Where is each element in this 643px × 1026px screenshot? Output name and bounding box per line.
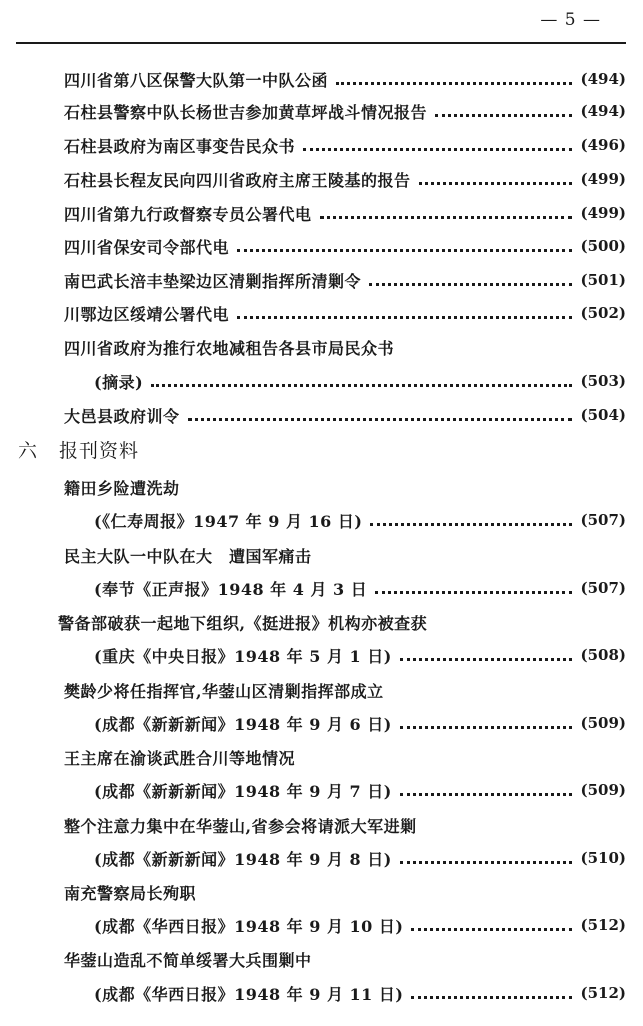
press-source: (成都《华西日报》1948 年 9 月 11 日) [94,984,404,1004]
press-title: 整个注意力集中在华蓥山,省参会将请派大军进剿 [64,816,417,836]
press-source: (《仁寿周报》1947 年 9 月 16 日) [94,511,363,531]
press-source: (成都《新新新闻》1948 年 9 月 7 日) [94,781,392,801]
toc-entry-title: 四川省保安司令部代电 [64,237,230,257]
dot-leader [419,166,573,185]
dot-leader [237,300,572,319]
press-title: 王主席在渝谈武胜合川等地情况 [64,748,296,768]
toc-entry-page: (512) [580,984,626,1002]
dot-leader [336,66,572,85]
press-title: 警备部破获一起地下组织,《挺进报》机构亦被查获 [58,613,428,633]
press-source: (成都《新新新闻》1948 年 9 月 6 日) [94,714,392,734]
press-source: (成都《华西日报》1948 年 9 月 10 日) [94,916,404,936]
toc-entry-page: (510) [580,849,626,867]
toc-entry-page: (500) [580,237,626,255]
toc-entry-page: (494) [580,102,626,120]
press-entry-source[interactable] [94,843,626,873]
toc-entry[interactable] [64,64,626,94]
press-entry-source[interactable] [94,640,626,670]
press-title: 樊龄少将任指挥官,华蓥山区清剿指挥部成立 [64,681,384,701]
section-label: 报刊资料 [59,440,140,462]
dot-leader [400,777,573,796]
press-entry-title[interactable] [64,944,626,974]
press-source: (成都《新新新闻》1948 年 9 月 8 日) [94,849,392,869]
toc-entry-title: 石柱县政府为南区事变告民众书 [64,136,296,156]
press-source: (重庆《中央日报》1948 年 5 月 1 日) [94,646,392,666]
toc-entry-title: 大邑县政府训令 [64,406,180,426]
press-entry-title[interactable] [64,675,626,705]
press-entry-source[interactable] [94,978,626,1008]
dot-leader [370,507,572,526]
press-title: 民主大队一中队在大 遭国军痛击 [64,546,312,566]
dot-leader [151,368,572,387]
toc-entry-title: 川鄂边区绥靖公署代电 [64,304,230,324]
page-number: — 5 — [540,10,601,30]
press-title: 籍田乡险遭洗劫 [64,478,180,498]
toc-entry-page: (512) [580,916,626,934]
toc-entry[interactable] [64,231,626,261]
toc-entry-title: 四川省政府为推行农地减租告各县市局民众书 [64,338,395,358]
toc-entry[interactable] [64,164,626,194]
toc-entry-page: (509) [580,781,626,799]
toc-entry[interactable] [64,96,626,126]
toc-entry[interactable] [64,198,626,228]
dot-leader [400,642,573,661]
toc-entry-page: (509) [580,714,626,732]
toc-entry-page: (501) [580,271,626,289]
dot-leader [375,575,572,594]
toc-entry-title: 四川省第八区保警大队第一中队公函 [64,70,329,90]
toc-entry-title: 四川省第九行政督察专员公署代电 [64,204,312,224]
press-entry-title[interactable] [64,877,626,907]
dot-leader [369,267,572,286]
dot-leader [400,845,573,864]
toc-entry-continuation[interactable] [94,366,626,396]
press-title: 南充警察局长殉职 [64,883,197,903]
toc-entry-title: 石柱县警察中队长杨世吉参加黄草坪战斗情况报告 [64,102,428,122]
press-entry-title[interactable] [58,607,626,637]
toc-entry-page: (508) [580,646,626,664]
toc-entry-page: (504) [580,406,626,424]
toc-entry[interactable] [64,298,626,328]
toc-entry-title: 南巴武长涪丰垫梁边区清剿指挥所清剿令 [64,271,362,291]
press-entry-source[interactable] [94,573,626,603]
dot-leader [320,200,573,219]
dot-leader [188,402,573,421]
dot-leader [303,132,572,151]
dot-leader [400,710,573,729]
press-entry-source[interactable] [94,708,626,738]
press-entry-title[interactable] [64,742,626,772]
dot-leader [237,233,572,252]
dot-leader [411,980,572,999]
press-entry-source[interactable] [94,505,626,535]
toc-entry-page: (499) [580,170,626,188]
press-entry-source[interactable] [94,775,626,805]
press-source: (奉节《正声报》1948 年 4 月 3 日 [94,579,368,599]
press-entry-title[interactable] [64,810,626,840]
press-entry-title[interactable] [64,540,626,570]
toc-entry-page: (507) [580,511,626,529]
press-title: 华蓥山造乱不简单绥署大兵围剿中 [64,950,312,970]
toc-entry-page: (507) [580,579,626,597]
toc-entry-page: (499) [580,204,626,222]
press-entry-title[interactable] [64,472,626,502]
toc-entry-page: (496) [580,136,626,154]
toc-entry-multiline[interactable] [64,332,626,362]
section-heading[interactable] [18,436,139,463]
toc-entry-page: (502) [580,304,626,322]
toc-entry-page: (503) [580,372,626,390]
dot-leader [435,98,572,117]
header-rule [16,42,626,44]
dot-leader [411,912,572,931]
section-number: 六 [18,440,38,462]
toc-entry-page: (494) [580,70,626,88]
toc-entry-subtitle: (摘录) [94,372,144,392]
press-entry-source[interactable] [94,910,626,940]
toc-entry-title: 石柱县长程友民向四川省政府主席王陵基的报告 [64,170,411,190]
toc-entry[interactable] [64,130,626,160]
toc-entry[interactable] [64,400,626,430]
toc-entry[interactable] [64,265,626,295]
